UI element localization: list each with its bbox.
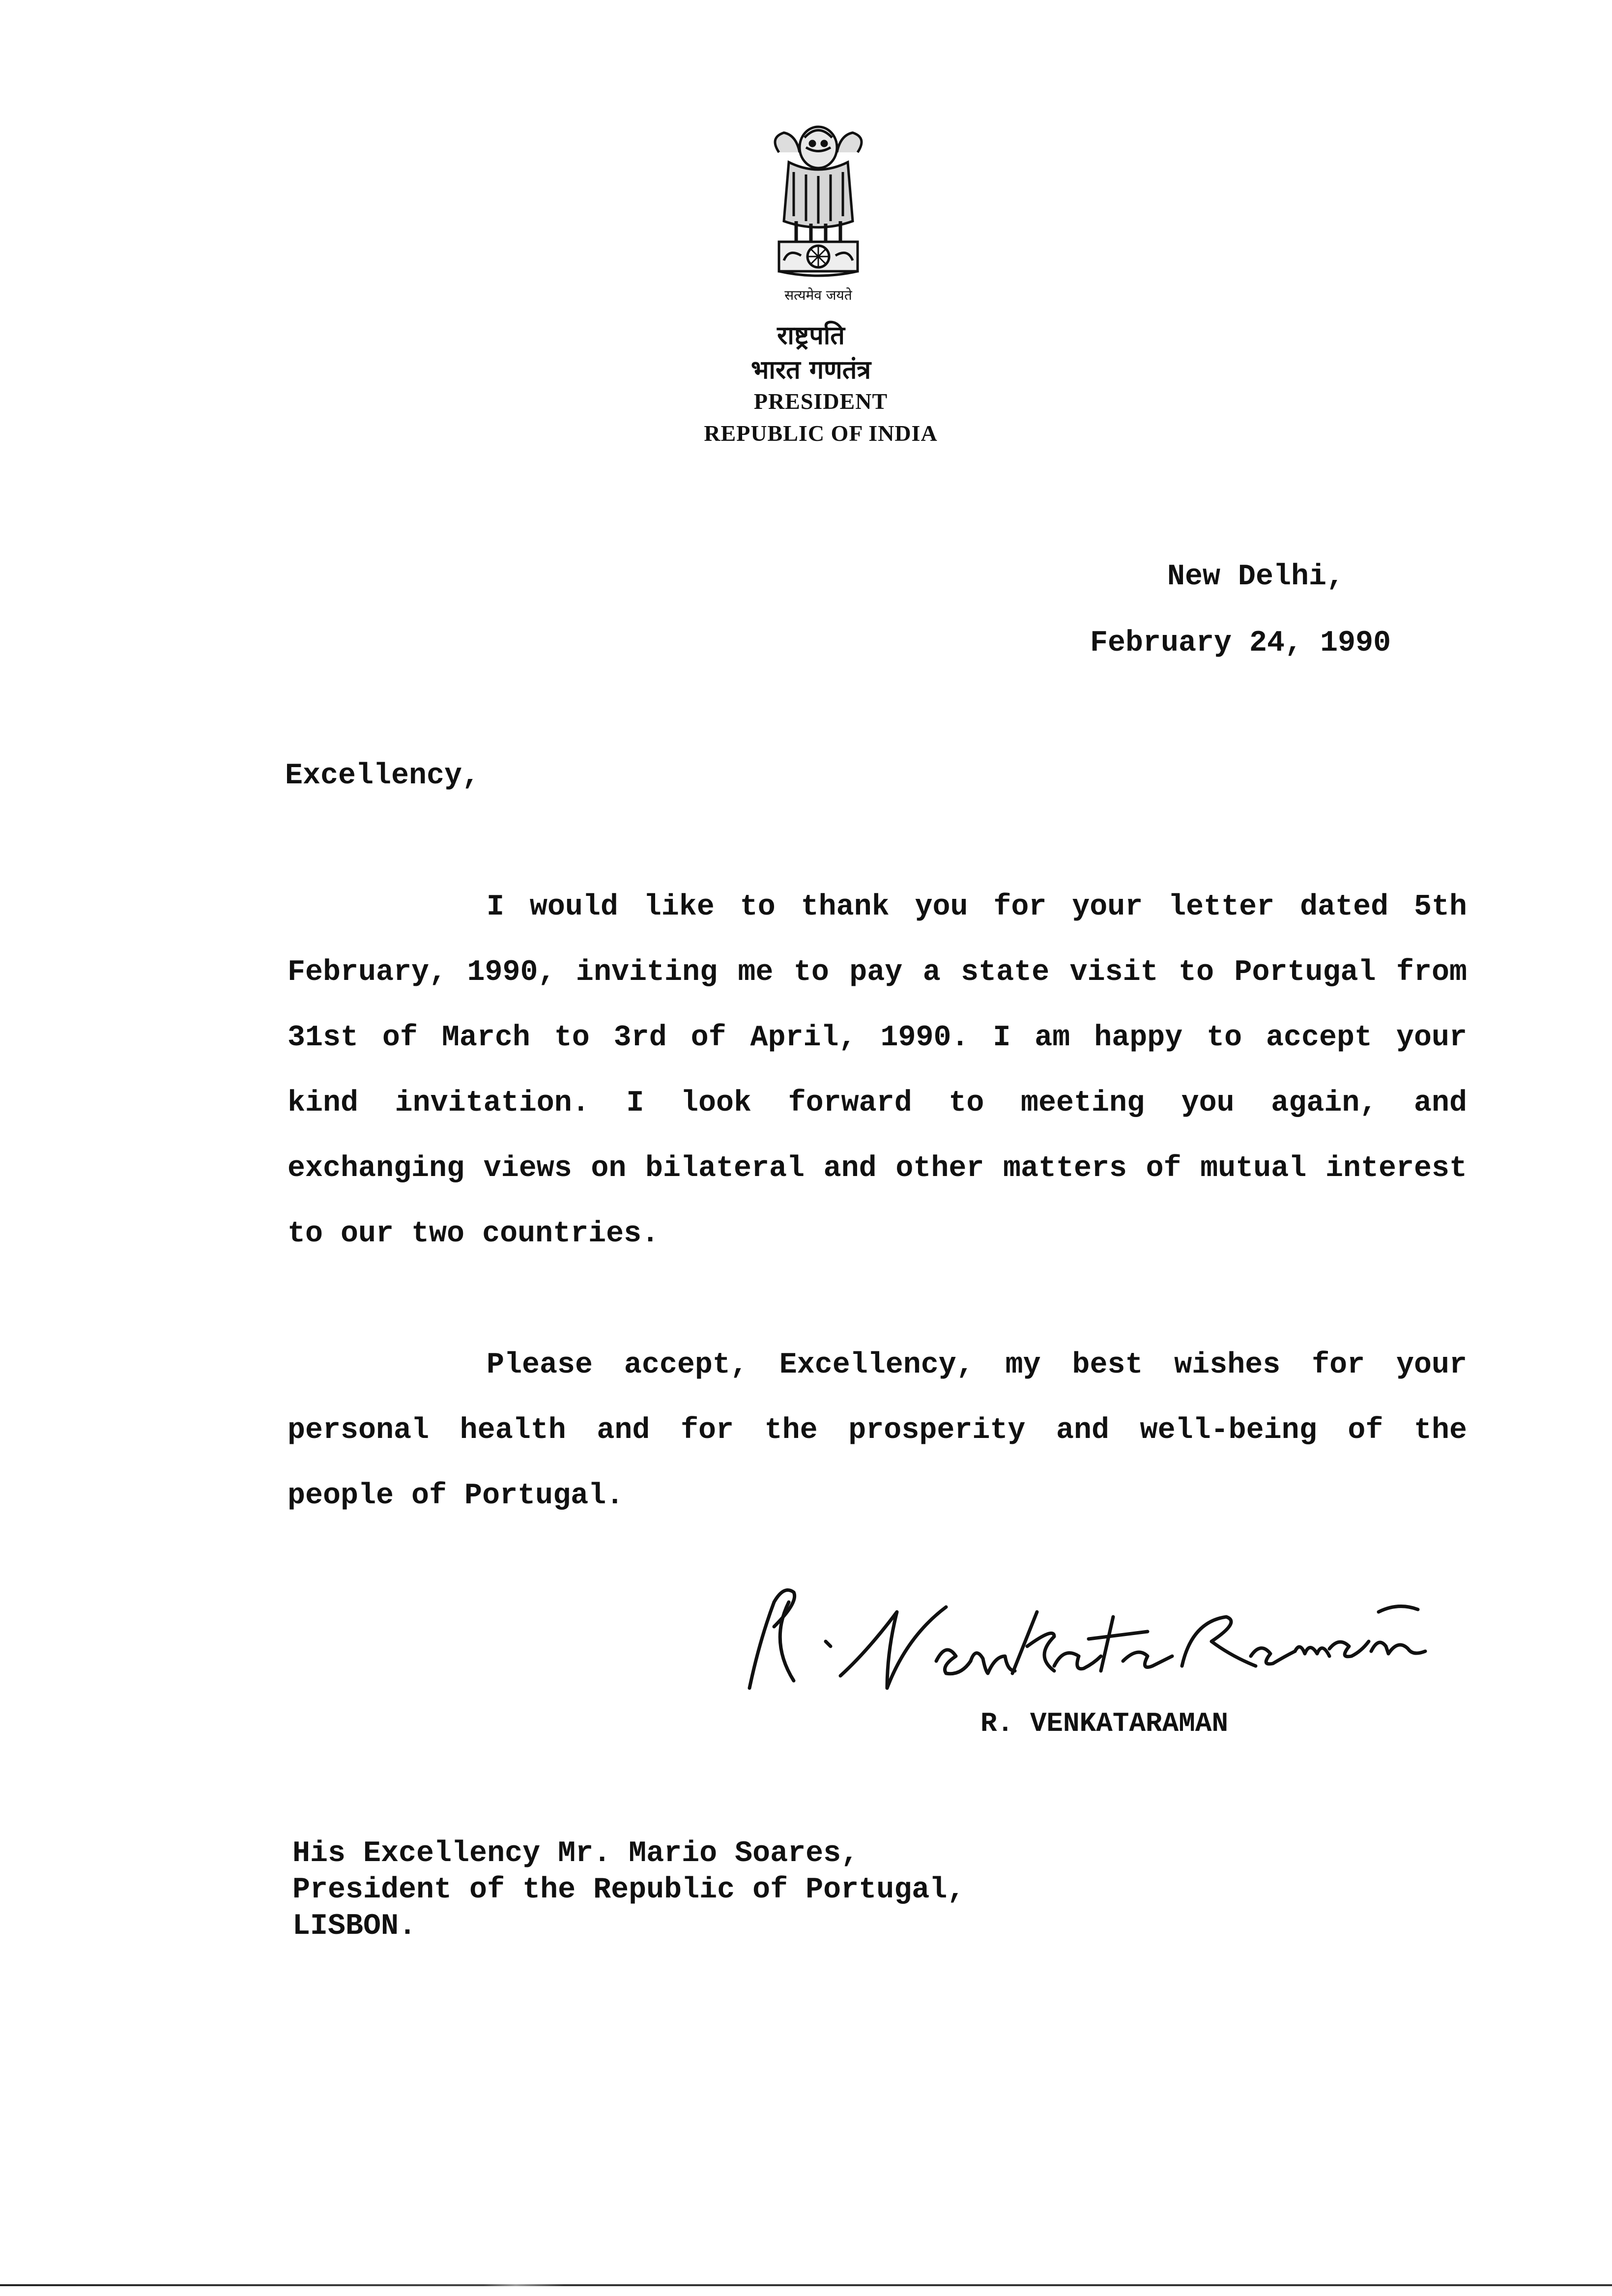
letter-paragraph-2: Please accept, Excellency, my best wishes for your personal health and for the prosperity and well-being of the people of Portugal. — [288, 1349, 1467, 1513]
letter-place: New Delhi, — [1167, 560, 1345, 594]
recipient-line-2: President of the Republic of Portugal, — [292, 1873, 965, 1907]
letter-salutation: Excellency, — [285, 759, 480, 793]
recipient-line-1: His Excellency Mr. Mario Soares, — [292, 1837, 859, 1870]
letter-date: February 24, 1990 — [1090, 627, 1391, 660]
letterhead-hindi-president: राष्ट्रपति — [777, 321, 845, 350]
letterhead-hindi-republic: भारत गणतंत्र — [750, 355, 871, 385]
letterhead-title-president: PRESIDENT — [753, 389, 888, 414]
letterhead-title-republic: REPUBLIC OF INDIA — [704, 421, 938, 446]
state-emblem-icon — [759, 118, 877, 310]
handwritten-signature — [740, 1582, 1477, 1695]
emblem-motto: सत्यमेव जयते — [784, 287, 852, 303]
recipient-line-3: LISBON. — [292, 1910, 417, 1943]
page-bottom-edge — [0, 2284, 1612, 2286]
recipient-address — [292, 1836, 965, 1945]
letter-paragraph-1: I would like to thank you for your letter dated 5th February, 1990, inviting me to pay a state visit to Portugal from 31st of March to 3rd of April, 1990. I am happy to accept your kind invitation. I look forward to meeting you again, and exchanging views on bilateral and other matters of mutual interest to our two countries. — [288, 890, 1467, 1251]
signer-name: R. VENKATARAMAN — [980, 1708, 1229, 1739]
